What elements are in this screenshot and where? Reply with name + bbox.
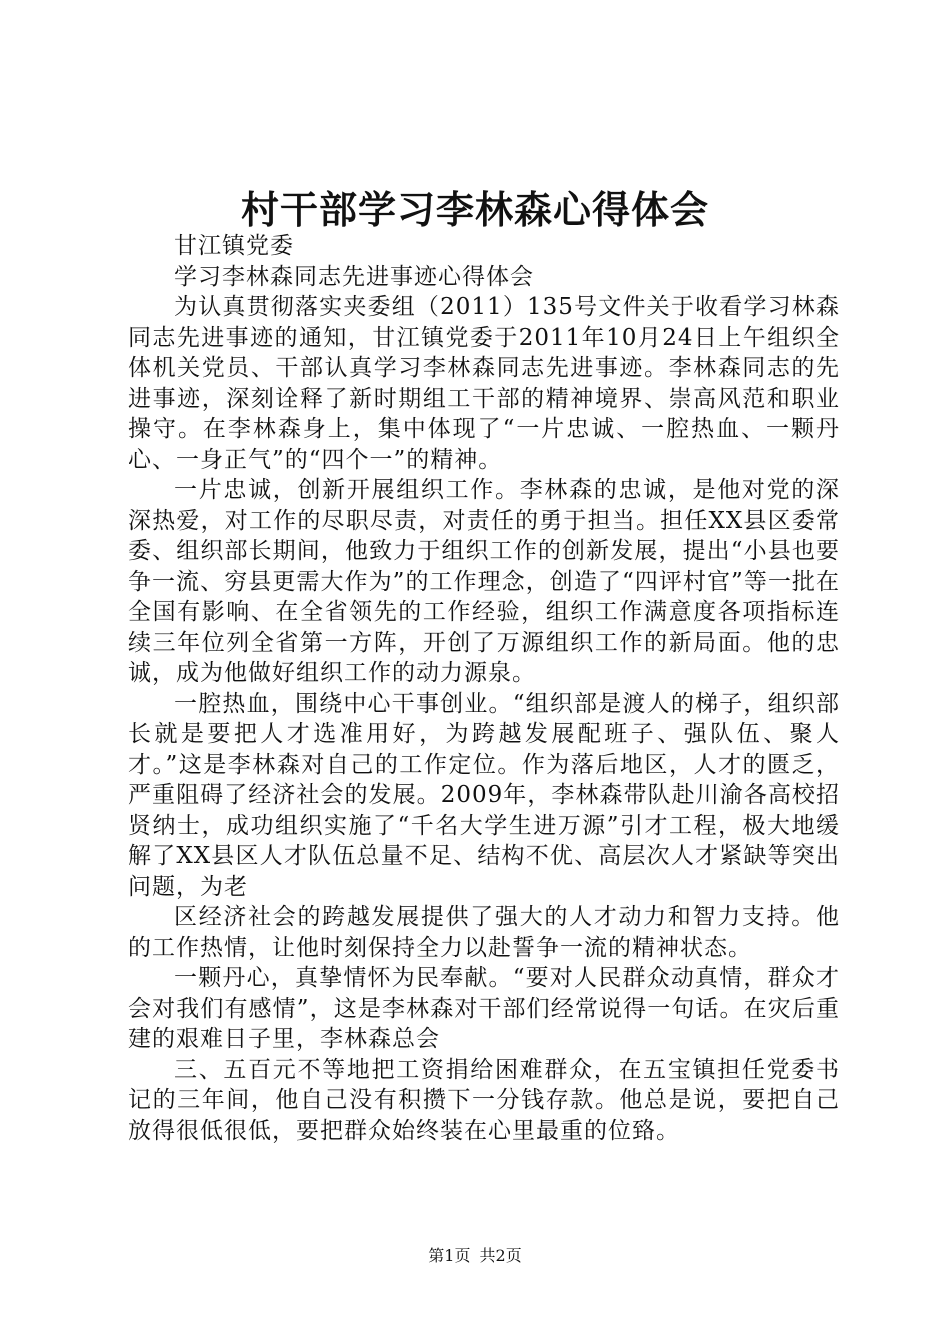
paragraph-devotion-cont: 三、五百元不等地把工资捐给困难群众，在五宝镇担任党委书记的三年间，他自己没有积攒下一分钱存款。他总是说，要把自己放得很低很低，要把群众始终装在心里最重的位臵。 xyxy=(128,1056,840,1144)
page-total: 共2页 xyxy=(479,1246,522,1265)
document-body xyxy=(128,231,840,1146)
paragraph-devotion: 一颗丹心，真挚情怀为民奉献。“要对人民群众动真情，群众才会对我们有感情”，这是李林森对干部们经常说得一句话。在灾后重建的艰难日子里，李林森总会 xyxy=(128,965,840,1052)
org-name: 甘江镇党委 xyxy=(174,233,294,259)
document-subtitle: 学习李林森同志先进事迹心得体会 xyxy=(174,263,534,290)
paragraph-loyalty: 一片忠诚，创新开展组织工作。李林森的忠诚，是他对党的深深热爱，对工作的尽职尽责，对责任的勇于担当。担任XX县区委常委、组织部长期间，他致力于组织工作的创新发展，提出“小县也要争一流、穷县更需大作为”的工作理念，创造了“四评村官”等一批在全国有影响、在全省领先的工作经验，组织工作满意度各项指标连续三年位列全省第一方阵，开创了万源组织工作的新局面。他的忠诚，成为他做好组织工作的动力源泉。 xyxy=(128,477,840,686)
paragraph-intro: 为认真贯彻落实夹委组（2011）135号文件关于收看学习林森同志先进事迹的通知，甘江镇党委于2011年10月24日上午组织全体机关党员、干部认真学习李林森同志先进事迹。李林森同志的先进事迹，深刻诠释了新时期组工干部的精神境界、崇高风范和职业操守。在李林森身上，集中体现了“一片忠诚、一腔热血、一颗丹心、一身正气”的“四个一”的精神。 xyxy=(128,294,840,473)
page-title: 村干部学习李林森心得体会 xyxy=(240,187,709,232)
paragraph-passion: 一腔热血，围绕中心干事创业。“组织部是渡人的梯子，组织部长就是要把人才选准用好，为跨越发展配班子、强队伍、聚人才。”这是李林森对自己的工作定位。作为落后地区，人才的匮乏，严重阻碍了经济社会的发展。2009年，李林森带队赴川渝各高校招贤纳士，成功组织实施了“千名大学生进万源”引才工程，极大地缓解了XX县区人才队伍总量不足、结构不优、高层次人才紧缺等突出问题，为老 xyxy=(128,690,840,900)
page-footer xyxy=(0,1245,950,1267)
page-number: 第1页 xyxy=(428,1246,471,1265)
paragraph-passion-cont: 区经济社会的跨越发展提供了强大的人才动力和智力支持。他的工作热情，让他时刻保持全力以赴誓争一流的精神状态。 xyxy=(128,904,840,961)
